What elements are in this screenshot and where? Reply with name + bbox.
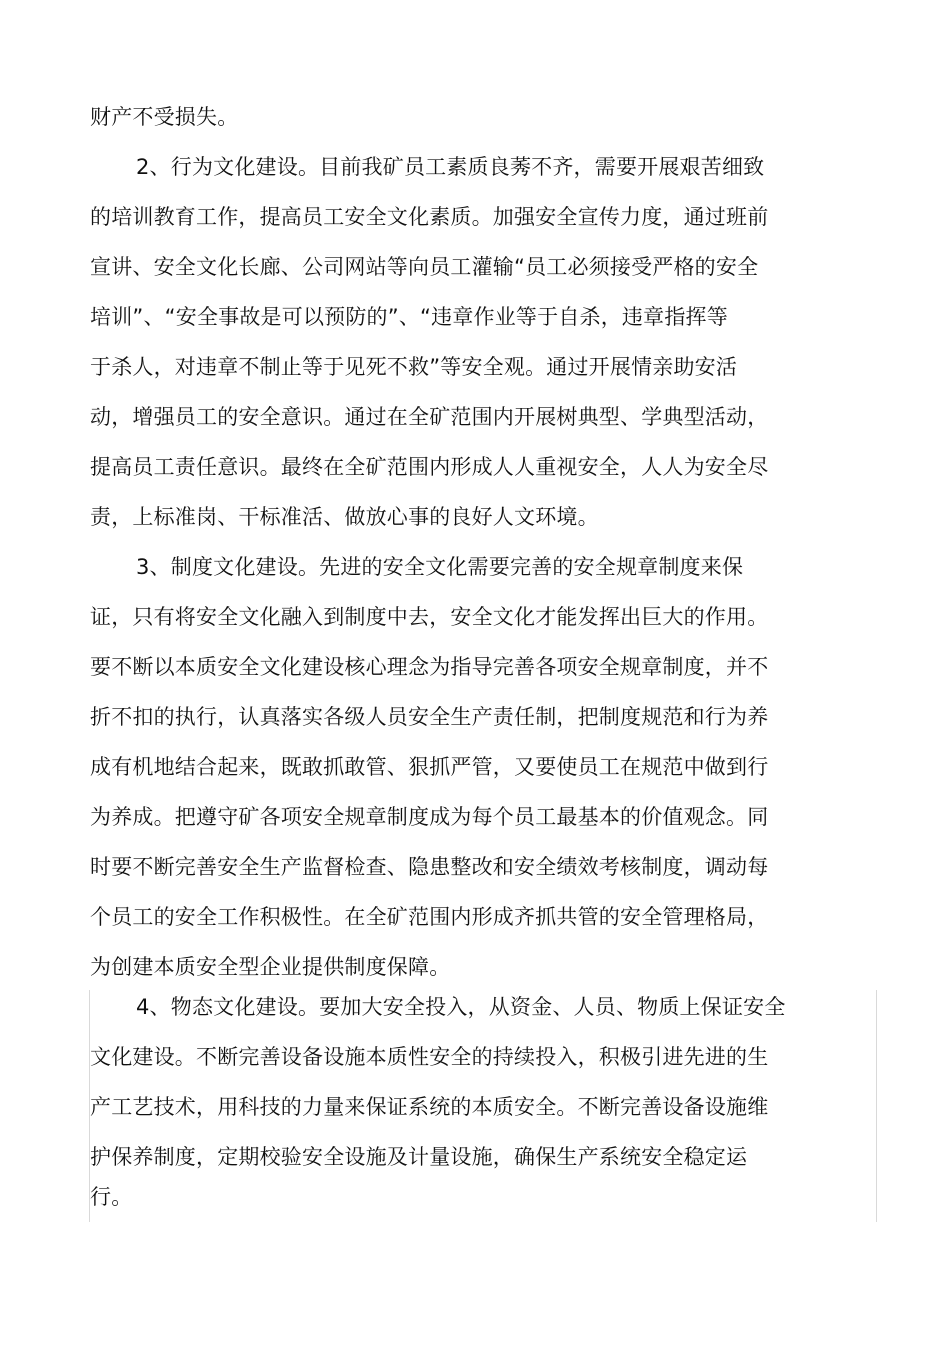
text-line: 责，上标准岗、干标准活、做放心事的良好人文环境。 [90, 505, 599, 529]
text-line: 个员工的安全工作积极性。在全矿范围内形成齐抓共管的安全管理格局， [90, 905, 769, 929]
text-line: 培训”、“安全事故是可以预防的”、“违章作业等于自杀，违章指挥等 [90, 305, 728, 329]
text-line: 提高员工责任意识。最终在全矿范围内形成人人重视安全，人人为安全尽 [90, 455, 769, 479]
text-line: 文化建设。不断完善设备设施本质性安全的持续投入，积极引进先进的生 [90, 1045, 769, 1069]
text-line: 要不断以本质安全文化建设核心理念为指导完善各项安全规章制度，并不 [90, 655, 769, 679]
text-line: 证，只有将安全文化融入到制度中去，安全文化才能发挥出巨大的作用。 [90, 605, 769, 629]
text-line: 折不扣的执行，认真落实各级人员安全生产责任制，把制度规范和行为养 [90, 705, 769, 729]
text-line: 产工艺技术，用科技的力量来保证系统的本质安全。不断完善设备设施维 [90, 1095, 769, 1119]
text-line: 财产不受损失。 [90, 105, 239, 129]
text-line: 为创建本质安全型企业提供制度保障。 [90, 955, 451, 979]
text-line: 成有机地结合起来，既敢抓敢管、狠抓严管，又要使员工在规范中做到行 [90, 755, 769, 779]
text-line: 于杀人，对违章不制止等于见死不救”等安全观。通过开展情亲助安活 [90, 355, 738, 379]
text-line: 的培训教育工作，提高员工安全文化素质。加强安全宣传力度，通过班前 [90, 205, 769, 229]
text-line: 行。 [90, 1185, 133, 1209]
paragraph-3-first-line: 3、制度文化建设。先进的安全文化需要完善的安全规章制度来保 [136, 555, 744, 579]
text-line: 动，增强员工的安全意识。通过在全矿范围内开展树典型、学典型活动， [90, 405, 769, 429]
frame-left-border [89, 990, 90, 1222]
text-line: 宣讲、安全文化长廊、公司网站等向员工灌输“员工必须接受严格的安全 [90, 255, 759, 279]
text-line: 时要不断完善安全生产监督检查、隐患整改和安全绩效考核制度，调动每 [90, 855, 769, 879]
paragraph-2-first-line: 2、行为文化建设。目前我矿员工素质良莠不齐，需要开展艰苦细致 [136, 155, 765, 179]
paragraph-4-first-line: 4、物态文化建设。要加大安全投入，从资金、人员、物质上保证安全 [136, 995, 786, 1019]
text-line: 为养成。把遵守矿各项安全规章制度成为每个员工最基本的价值观念。同 [90, 805, 769, 829]
frame-right-border [876, 990, 877, 1222]
text-line: 护保养制度，定期校验安全设施及计量设施，确保生产系统安全稳定运 [90, 1145, 748, 1169]
